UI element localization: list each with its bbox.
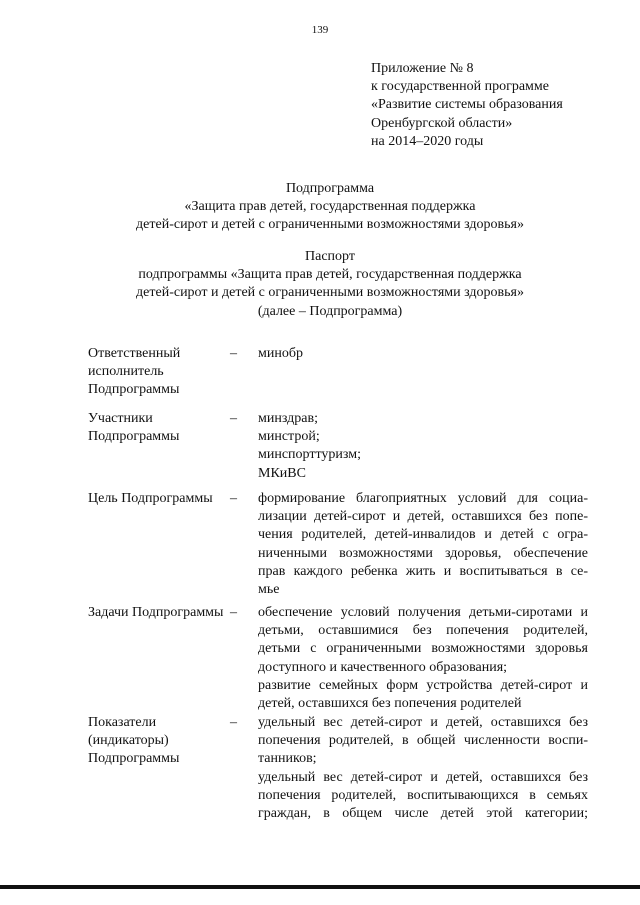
row-value-line: минстрой; bbox=[258, 429, 320, 445]
row-label bbox=[88, 410, 228, 446]
row-value-line: обеспечение условий получения детьми-сиротами и bbox=[258, 605, 588, 620]
row-dash: – bbox=[230, 605, 237, 620]
row-label bbox=[88, 604, 228, 622]
subprogram-title: Подпрограмма bbox=[285, 181, 375, 196]
subprogram-heading bbox=[60, 180, 600, 235]
annex-line: Приложение № 8 bbox=[371, 61, 474, 76]
row-label-line: Подпрограммы bbox=[88, 429, 180, 445]
passport-line: детей-сирот и детей с ограниченными возможностями здоровья» bbox=[136, 285, 524, 301]
row-label-line: Подпрограммы bbox=[88, 382, 180, 398]
row-value-line: граждан, в общем числе детей этой категории; bbox=[258, 806, 588, 822]
row-label-line: Показатели bbox=[88, 715, 157, 730]
row-value bbox=[258, 410, 588, 483]
annex-line: на 2014–2020 годы bbox=[371, 133, 484, 149]
row-dash: – bbox=[230, 346, 237, 361]
row-value-line: формирование благоприятных условий для социа- bbox=[258, 491, 588, 506]
annex-line: «Развитие системы образования bbox=[371, 97, 563, 113]
row-label bbox=[88, 345, 228, 400]
row-value-line: мье bbox=[258, 582, 280, 598]
row-value-line: удельный вес детей-сирот и детей, оставшихся без bbox=[258, 715, 588, 730]
row-value-line: детьми с ограниченными возможностями здоровья bbox=[258, 641, 588, 657]
subprogram-name-line: детей-сирот и детей с ограниченными возможностями здоровья» bbox=[136, 217, 524, 233]
annex-line: к государственной программе bbox=[371, 79, 549, 95]
row-label-line: (индикаторы) bbox=[88, 733, 169, 749]
row-label-line: Ответственный bbox=[88, 346, 181, 361]
row-value-line: минобр bbox=[258, 346, 303, 361]
row-value-line: попечения родителей, воспитывающихся в семьях bbox=[258, 787, 588, 803]
row-value-line: чения родителей, детей-инвалидов и детей с огра- bbox=[258, 527, 588, 543]
row-value bbox=[258, 604, 588, 713]
row-label-line: Цель Подпрограммы bbox=[88, 491, 213, 506]
row-label-line: исполнитель bbox=[88, 364, 164, 380]
row-value-line: МКиВС bbox=[258, 465, 306, 481]
page-number: 139 bbox=[311, 24, 329, 36]
row-dash: – bbox=[230, 715, 237, 730]
row-label-line: Участники bbox=[88, 411, 153, 426]
passport-line: подпрограммы «Защита прав детей, государственная поддержка bbox=[138, 267, 522, 283]
row-label bbox=[88, 490, 228, 508]
row-value-line: ниченными возможностями здоровья, обеспечение bbox=[258, 545, 588, 561]
subprogram-name-line: «Защита прав детей, государственная поддержка bbox=[184, 199, 476, 215]
row-label-line: Подпрограммы bbox=[88, 751, 180, 767]
row-label bbox=[88, 714, 228, 769]
passport-heading bbox=[60, 248, 600, 321]
row-value-line: минздрав; bbox=[258, 411, 318, 426]
row-value bbox=[258, 345, 588, 363]
annex-line: Оренбургской области» bbox=[371, 115, 513, 131]
passport-title: Паспорт bbox=[305, 249, 355, 264]
annex-header bbox=[371, 60, 563, 151]
row-value-line: прав каждого ребенка жить и воспитываться в се- bbox=[258, 563, 588, 579]
page-bottom-rule bbox=[0, 885, 640, 889]
row-value-line: танников; bbox=[258, 751, 317, 767]
row-value-line: удельный вес детей-сирот и детей, оставшихся без bbox=[258, 769, 588, 785]
row-value bbox=[258, 490, 588, 599]
row-label-line: Задачи Подпрограммы bbox=[88, 605, 224, 620]
row-value-line: попечения родителей, в общей численности воспи- bbox=[258, 733, 588, 749]
row-value-line: детей, оставшихся без попечения родителей bbox=[258, 696, 522, 712]
passport-line: (далее – Подпрограмма) bbox=[257, 303, 403, 319]
row-value bbox=[258, 714, 588, 823]
row-dash: – bbox=[230, 411, 237, 426]
row-value-line: лизации детей-сирот и детей, оставшихся без попе- bbox=[258, 509, 588, 525]
row-value-line: доступного и качественного образования; bbox=[258, 659, 508, 675]
row-value-line: детьми, оставшимися без попечения родителей, bbox=[258, 623, 588, 639]
row-value-line: минспорттуризм; bbox=[258, 447, 361, 463]
row-dash: – bbox=[230, 491, 237, 506]
row-value-line: развитие семейных форм устройства детей-сирот и bbox=[258, 677, 588, 693]
